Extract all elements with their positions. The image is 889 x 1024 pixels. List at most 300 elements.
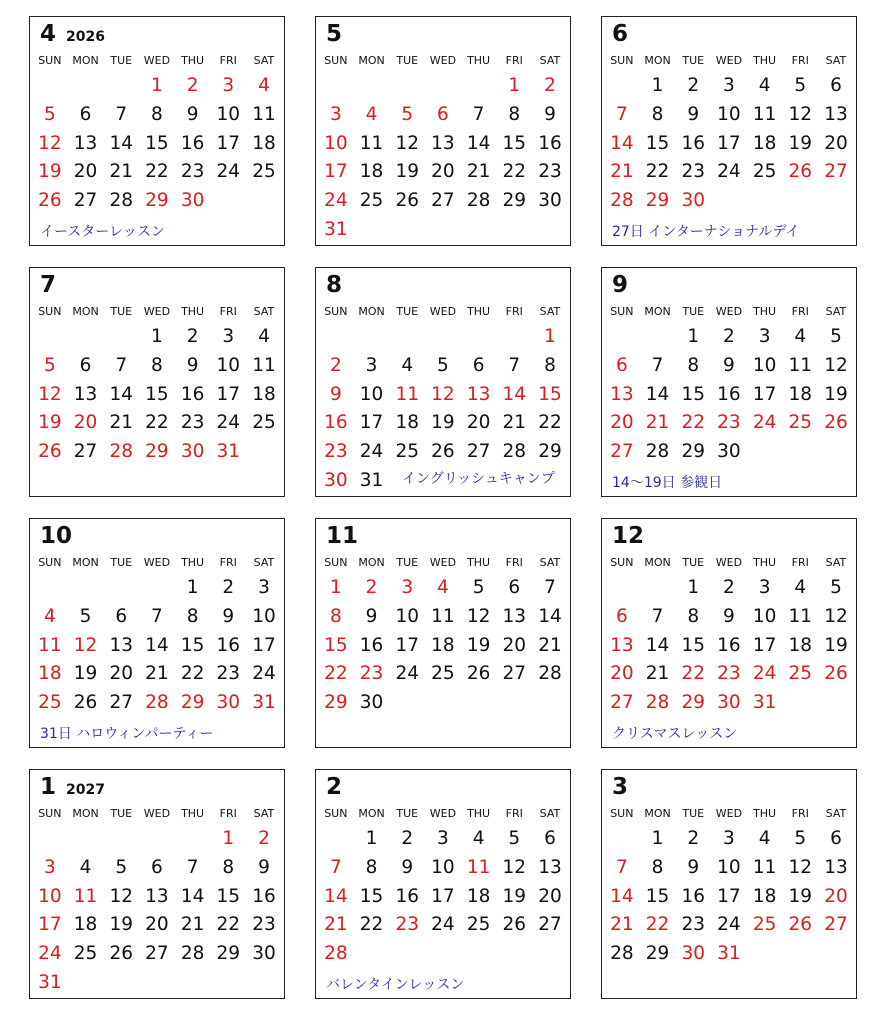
- weekday-label: FRI: [791, 54, 809, 67]
- day-cell: 22: [502, 161, 527, 183]
- day-cell: 22: [145, 412, 169, 434]
- weekday-label: FRI: [219, 556, 237, 569]
- day-cell: 3: [43, 856, 56, 878]
- weekday-label: MON: [358, 305, 385, 318]
- day-cell: 6: [151, 856, 163, 878]
- day-cell: 24: [252, 663, 276, 685]
- weekday-header-row: [604, 301, 854, 323]
- week-row: [318, 689, 568, 718]
- weekday-label: SUN: [38, 807, 62, 820]
- day-cell: 23: [395, 914, 419, 936]
- day-cell: 28: [645, 441, 670, 463]
- month-number: 9: [612, 272, 629, 298]
- day-cell: 24: [216, 161, 241, 183]
- day-cell: 30: [324, 469, 348, 491]
- week-row: [318, 603, 568, 632]
- day-cell: 1: [687, 326, 700, 347]
- day-cell: 12: [38, 383, 62, 405]
- empty-day-cell: [389, 689, 425, 718]
- day-cell: 2: [365, 577, 378, 598]
- day-cell: 6: [544, 828, 556, 849]
- day-cell: 4: [401, 354, 414, 376]
- day-grid: [604, 301, 854, 467]
- weekday-label: TUE: [396, 305, 419, 318]
- week-row: [32, 854, 282, 883]
- month-card: [601, 267, 857, 497]
- week-row: [32, 187, 282, 216]
- day-cell: 19: [788, 885, 813, 907]
- empty-day-cell: [818, 689, 854, 718]
- week-row: [604, 854, 854, 883]
- empty-day-cell: [32, 72, 68, 101]
- weekday-label: SAT: [539, 556, 561, 569]
- day-cell: 4: [43, 605, 56, 627]
- weekday-label: WED: [715, 807, 743, 820]
- day-cell: 5: [830, 577, 842, 598]
- day-cell: 3: [222, 326, 235, 347]
- weekday-header-row: [32, 50, 282, 72]
- day-cell: 28: [109, 190, 133, 212]
- day-cell: 30: [717, 441, 741, 463]
- day-cell: 1: [651, 828, 664, 849]
- empty-day-cell: [640, 574, 676, 603]
- day-cell: 7: [508, 354, 521, 376]
- month-number: 4: [40, 21, 57, 47]
- day-cell: 23: [717, 663, 741, 685]
- day-cell: 8: [151, 103, 163, 125]
- day-cell: 20: [431, 161, 455, 183]
- year-label: 2026: [66, 29, 105, 45]
- day-cell: 27: [824, 914, 848, 936]
- day-cell: 17: [717, 885, 741, 907]
- week-row: [604, 158, 854, 187]
- week-row: [32, 660, 282, 689]
- day-cell: 21: [645, 663, 670, 685]
- empty-day-cell: [532, 689, 568, 718]
- day-cell: 13: [109, 634, 133, 656]
- weekday-label: MON: [644, 556, 671, 569]
- day-cell: 22: [681, 663, 705, 685]
- day-grid: [318, 552, 568, 718]
- empty-day-cell: [461, 323, 497, 352]
- day-cell: 7: [115, 354, 128, 376]
- day-cell: 1: [329, 577, 342, 598]
- week-row: [318, 632, 568, 661]
- week-row: [32, 381, 282, 410]
- day-cell: 20: [502, 634, 527, 656]
- empty-day-cell: [246, 438, 282, 467]
- weekday-label: WED: [429, 305, 457, 318]
- week-row: [318, 72, 568, 101]
- day-cell: 17: [216, 132, 241, 154]
- day-cell: 21: [466, 161, 491, 183]
- month-header: [326, 272, 342, 298]
- empty-day-cell: [818, 187, 854, 216]
- day-cell: 22: [645, 914, 670, 936]
- month-number: 3: [612, 774, 629, 800]
- day-cell: 15: [681, 383, 705, 405]
- weekday-label: FRI: [219, 807, 237, 820]
- day-cell: 11: [466, 856, 491, 878]
- week-row: [604, 883, 854, 912]
- day-cell: 3: [222, 75, 235, 96]
- day-cell: 3: [329, 103, 342, 125]
- day-cell: 6: [830, 75, 842, 96]
- day-cell: 15: [145, 383, 169, 405]
- week-row: [604, 101, 854, 130]
- day-cell: 27: [610, 692, 634, 714]
- day-cell: 4: [79, 856, 92, 878]
- day-cell: 28: [109, 441, 133, 463]
- weekday-label: THU: [181, 556, 205, 569]
- day-cell: 7: [544, 577, 556, 598]
- day-cell: 5: [794, 75, 807, 96]
- day-cell: 1: [151, 326, 163, 347]
- month-card: [29, 518, 285, 748]
- month-header: [326, 523, 358, 549]
- day-cell: 18: [752, 885, 777, 907]
- empty-day-cell: [32, 825, 68, 854]
- day-cell: 1: [508, 75, 521, 96]
- empty-day-cell: [604, 72, 640, 101]
- day-cell: 25: [752, 914, 777, 936]
- weekday-label: MON: [72, 305, 99, 318]
- day-cell: 2: [222, 577, 235, 598]
- day-cell: 6: [115, 605, 128, 627]
- day-cell: 8: [651, 856, 664, 878]
- month-number: 1: [40, 774, 57, 800]
- empty-day-cell: [747, 187, 783, 216]
- empty-day-cell: [389, 216, 425, 245]
- day-cell: 28: [502, 441, 527, 463]
- empty-day-cell: [103, 323, 139, 352]
- day-cell: 12: [788, 103, 813, 125]
- day-cell: 16: [538, 132, 562, 154]
- week-row: [32, 72, 282, 101]
- weekday-label: SUN: [324, 556, 348, 569]
- empty-day-cell: [354, 323, 390, 352]
- week-row: [32, 632, 282, 661]
- day-cell: 23: [216, 663, 241, 685]
- weekday-label: WED: [143, 556, 171, 569]
- day-cell: 4: [437, 577, 449, 598]
- week-row: [318, 101, 568, 130]
- day-cell: 9: [687, 103, 700, 125]
- weekday-label: SUN: [38, 54, 62, 67]
- day-cell: 2: [186, 75, 199, 96]
- month-card: [601, 518, 857, 748]
- day-cell: 9: [723, 354, 735, 376]
- day-cell: 8: [329, 605, 342, 627]
- month-number: 11: [326, 523, 359, 549]
- day-cell: 16: [180, 383, 205, 405]
- day-cell: 10: [216, 103, 241, 125]
- weekday-label: MON: [644, 305, 671, 318]
- day-cell: 5: [508, 828, 521, 849]
- day-cell: 24: [431, 914, 455, 936]
- day-cell: 16: [681, 885, 705, 907]
- empty-day-cell: [389, 323, 425, 352]
- day-cell: 13: [73, 132, 98, 154]
- day-grid: [604, 552, 854, 718]
- day-cell: 11: [252, 354, 276, 376]
- week-row: [318, 187, 568, 216]
- weekday-label: SAT: [539, 305, 561, 318]
- day-grid: [604, 50, 854, 216]
- weekday-label: THU: [181, 305, 205, 318]
- day-cell: 17: [431, 885, 455, 907]
- week-row: [604, 825, 854, 854]
- day-cell: 4: [758, 75, 771, 96]
- empty-day-cell: [640, 323, 676, 352]
- weekday-header-row: [32, 301, 282, 323]
- day-cell: 18: [788, 383, 813, 405]
- day-cell: 31: [359, 469, 384, 491]
- day-cell: 26: [73, 692, 98, 714]
- day-cell: 17: [752, 634, 777, 656]
- weekday-header-row: [318, 803, 568, 825]
- empty-day-cell: [782, 438, 818, 467]
- day-cell: 10: [38, 885, 62, 907]
- day-cell: 23: [324, 441, 348, 463]
- day-cell: 12: [38, 132, 62, 154]
- day-cell: 25: [466, 914, 491, 936]
- day-cell: 7: [115, 103, 128, 125]
- day-cell: 18: [252, 132, 276, 154]
- week-row: [604, 603, 854, 632]
- month-card: [315, 518, 571, 748]
- event-note: クリスマスレッスン: [612, 726, 738, 742]
- day-cell: 11: [788, 354, 813, 376]
- weekday-label: WED: [715, 305, 743, 318]
- event-note: 31日 ハロウィンパーティー: [40, 726, 214, 742]
- weekday-label: SUN: [610, 807, 634, 820]
- month-header: [40, 21, 105, 47]
- day-cell: 5: [43, 354, 56, 376]
- day-cell: 15: [324, 634, 348, 656]
- weekday-label: TUE: [110, 556, 133, 569]
- day-cell: 15: [359, 885, 384, 907]
- weekday-label: THU: [467, 305, 491, 318]
- day-cell: 18: [73, 914, 98, 936]
- weekday-label: MON: [358, 556, 385, 569]
- day-cell: 26: [466, 663, 491, 685]
- day-cell: 12: [824, 605, 848, 627]
- day-cell: 6: [79, 354, 92, 376]
- day-cell: 29: [538, 441, 562, 463]
- day-cell: 21: [610, 914, 634, 936]
- day-cell: 29: [681, 441, 705, 463]
- weekday-label: SAT: [253, 807, 275, 820]
- weekday-label: THU: [467, 556, 491, 569]
- day-cell: 19: [466, 634, 491, 656]
- day-cell: 29: [216, 943, 241, 965]
- empty-day-cell: [711, 187, 747, 216]
- day-cell: 2: [723, 577, 735, 598]
- empty-day-cell: [354, 72, 390, 101]
- weekday-label: SAT: [253, 54, 275, 67]
- day-cell: 2: [258, 828, 270, 849]
- weekday-label: FRI: [791, 305, 809, 318]
- day-cell: 4: [758, 828, 771, 849]
- week-row: [32, 574, 282, 603]
- day-cell: 7: [651, 354, 664, 376]
- weekday-label: FRI: [219, 54, 237, 67]
- day-cell: 14: [109, 132, 133, 154]
- event-note: イングリッシュキャンプ: [402, 471, 555, 487]
- day-cell: 30: [359, 692, 384, 714]
- day-cell: 25: [788, 412, 813, 434]
- day-cell: 27: [466, 441, 491, 463]
- empty-day-cell: [175, 969, 211, 998]
- day-cell: 21: [502, 412, 527, 434]
- day-cell: 13: [466, 383, 491, 405]
- day-cell: 14: [645, 383, 670, 405]
- day-cell: 5: [437, 354, 449, 376]
- weekday-label: SAT: [253, 556, 275, 569]
- day-cell: 24: [717, 914, 741, 936]
- day-cell: 16: [324, 412, 348, 434]
- weekday-header-row: [604, 50, 854, 72]
- day-cell: 12: [431, 383, 455, 405]
- day-cell: 26: [824, 412, 848, 434]
- day-cell: 5: [401, 103, 414, 125]
- day-cell: 2: [687, 75, 700, 96]
- day-cell: 28: [466, 190, 491, 212]
- week-row: [604, 574, 854, 603]
- day-cell: 20: [610, 663, 634, 685]
- day-cell: 13: [824, 856, 848, 878]
- empty-day-cell: [354, 940, 390, 969]
- day-cell: 16: [681, 132, 705, 154]
- day-cell: 26: [109, 943, 133, 965]
- week-row: [32, 689, 282, 718]
- day-cell: 18: [252, 383, 276, 405]
- week-row: [604, 187, 854, 216]
- day-cell: 6: [615, 605, 628, 627]
- day-cell: 9: [544, 103, 556, 125]
- day-cell: 1: [365, 828, 378, 849]
- day-cell: 28: [145, 692, 169, 714]
- day-cell: 20: [824, 885, 848, 907]
- weekday-label: TUE: [396, 807, 419, 820]
- day-cell: 18: [38, 663, 62, 685]
- day-cell: 14: [610, 885, 634, 907]
- day-cell: 5: [79, 605, 92, 627]
- week-row: [318, 352, 568, 381]
- day-cell: 6: [830, 828, 842, 849]
- empty-day-cell: [782, 940, 818, 969]
- empty-day-cell: [532, 216, 568, 245]
- day-cell: 24: [359, 441, 384, 463]
- day-cell: 4: [794, 577, 807, 598]
- day-cell: 17: [752, 383, 777, 405]
- day-cell: 8: [508, 103, 521, 125]
- day-cell: 14: [502, 383, 527, 405]
- day-cell: 28: [180, 943, 205, 965]
- week-row: [604, 381, 854, 410]
- day-cell: 27: [538, 914, 562, 936]
- day-cell: 19: [788, 132, 813, 154]
- day-cell: 6: [79, 103, 92, 125]
- week-row: [604, 130, 854, 159]
- weekday-label: SUN: [610, 54, 634, 67]
- empty-day-cell: [782, 689, 818, 718]
- day-cell: 19: [431, 412, 455, 434]
- day-cell: 13: [538, 856, 562, 878]
- day-cell: 21: [538, 634, 562, 656]
- weekday-label: WED: [143, 305, 171, 318]
- week-row: [318, 574, 568, 603]
- day-cell: 1: [687, 577, 700, 598]
- weekday-label: SUN: [38, 556, 62, 569]
- month-number: 7: [40, 272, 57, 298]
- day-cell: 23: [681, 161, 705, 183]
- weekday-header-row: [318, 50, 568, 72]
- day-cell: 7: [615, 856, 628, 878]
- weekday-label: TUE: [110, 54, 133, 67]
- day-cell: 22: [324, 663, 348, 685]
- day-cell: 5: [472, 577, 485, 598]
- empty-day-cell: [496, 216, 532, 245]
- weekday-label: FRI: [505, 305, 523, 318]
- day-cell: 11: [252, 103, 276, 125]
- day-cell: 12: [395, 132, 419, 154]
- day-cell: 11: [359, 132, 384, 154]
- empty-day-cell: [425, 323, 461, 352]
- week-row: [604, 911, 854, 940]
- weekday-label: SUN: [610, 556, 634, 569]
- week-row: [32, 825, 282, 854]
- week-row: [32, 409, 282, 438]
- empty-day-cell: [425, 72, 461, 101]
- day-cell: 3: [723, 828, 735, 849]
- day-cell: 22: [180, 663, 205, 685]
- empty-day-cell: [246, 969, 282, 998]
- day-cell: 2: [329, 354, 342, 376]
- day-cell: 27: [145, 943, 169, 965]
- weekday-label: SUN: [610, 305, 634, 318]
- day-cell: 7: [186, 856, 199, 878]
- weekday-label: WED: [143, 807, 171, 820]
- day-cell: 4: [472, 828, 485, 849]
- weekday-label: MON: [72, 54, 99, 67]
- weekday-label: WED: [429, 556, 457, 569]
- day-cell: 15: [645, 132, 670, 154]
- day-cell: 30: [252, 943, 276, 965]
- week-row: [318, 409, 568, 438]
- week-row: [318, 158, 568, 187]
- day-cell: 3: [723, 75, 735, 96]
- day-cell: 10: [216, 354, 241, 376]
- week-row: [604, 940, 854, 969]
- weekday-label: MON: [72, 556, 99, 569]
- day-cell: 30: [180, 441, 205, 463]
- day-cell: 1: [222, 828, 235, 849]
- weekday-label: MON: [644, 54, 671, 67]
- day-cell: 29: [145, 190, 169, 212]
- day-cell: 6: [615, 354, 628, 376]
- day-cell: 22: [538, 412, 562, 434]
- empty-day-cell: [747, 438, 783, 467]
- empty-day-cell: [103, 72, 139, 101]
- day-grid: [32, 50, 282, 216]
- empty-day-cell: [139, 574, 175, 603]
- day-cell: 30: [681, 190, 705, 212]
- day-cell: 22: [681, 412, 705, 434]
- day-cell: 12: [466, 605, 491, 627]
- day-cell: 17: [395, 634, 419, 656]
